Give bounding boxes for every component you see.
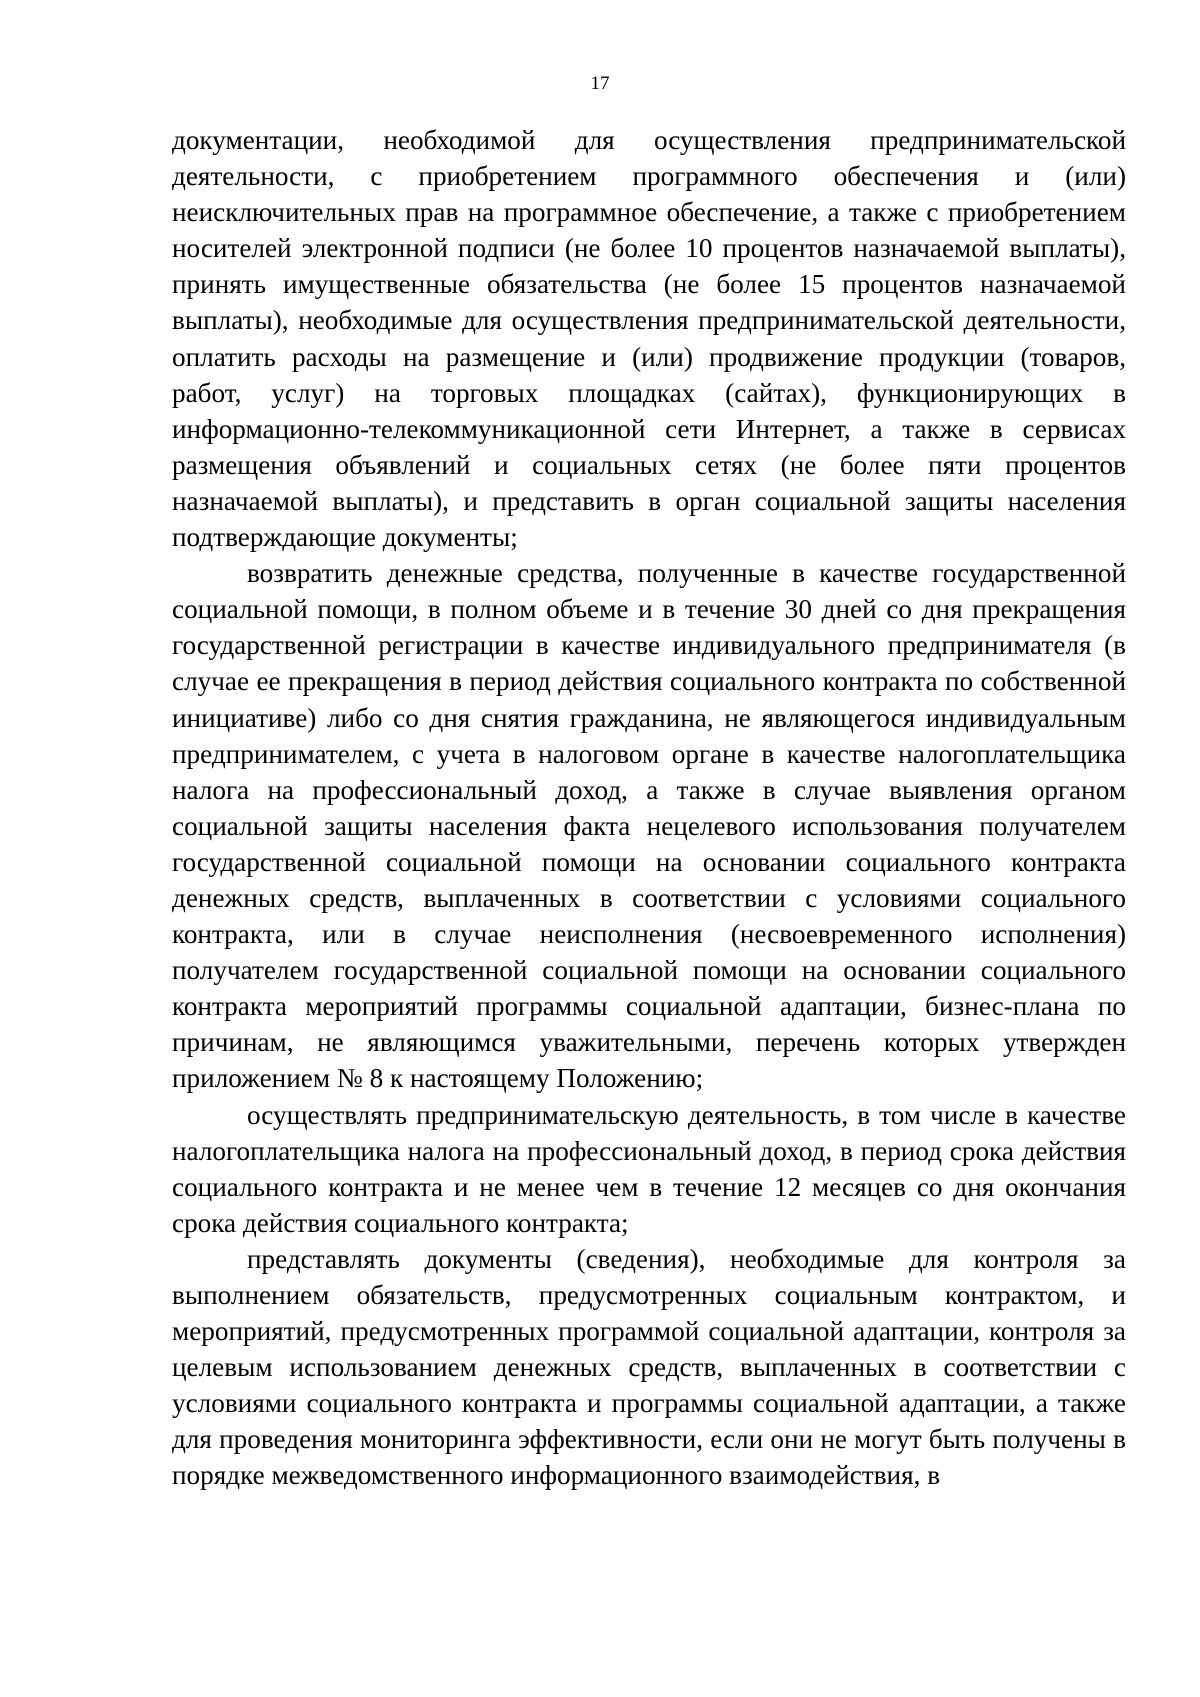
document-body (172, 122, 1126, 1494)
paragraph-4: представлять документы (сведения), необходимые для контроля за выполнением обязательств, предусмотренных социальным контрактом, и мероприятий, предусмотренных программой социальной адаптации, контроля за целевым использованием денежных средств, выплаченных в соответствии с условиями социального контракта и программы социальной адаптации, а также для проведения мониторинга эффективности, если они не могут быть получены в порядке межведомственного информационного взаимодействия, в (172, 1243, 1126, 1491)
paragraph-3: осуществлять предпринимательскую деятельность, в том числе в качестве налогоплательщика налога на профессиональный доход, в период срока действия социального контракта и не менее чем в течение 12 месяцев со дня окончания срока действия социального контракта; (172, 1099, 1126, 1238)
paragraph-1: документации, необходимой для осуществления предпринимательской деятельности, с приобретением программного обеспечения и (или) неисключительных прав на программное обеспечение, а также с приобретением носителей электронной подписи (не более 10 процентов назначаемой выплаты), принять имущественные обязательства (не более 15 процентов назначаемой выплаты), необходимые для осуществления предпринимательской деятельности, оплатить расходы на размещение и (или) продвижение продукции (товаров, работ, услуг) на торговых площадках (сайтах), функционирующих в информационно-телекоммуникационной сети Интернет, а также в сервисах размещения объявлений и социальных сетях (не более пяти процентов назначаемой выплаты), и представить в орган социальной защиты населения подтверждающие документы; (172, 125, 1126, 553)
paragraph-2: возвратить денежные средства, полученные в качестве государственной социальной помощи, в полном объеме и в течение 30 дней со дня прекращения государственной регистрации в качестве индивидуального предпринимателя (в случае ее прекращения в период действия социального контракта по собственной инициативе) либо со дня снятия гражданина, не являющегося индивидуальным предпринимателем, с учета в налоговом органе в качестве налогоплательщика налога на профессиональный доход, а также в случае выявления органом социальной защиты населения факта нецелевого использования получателем государственной социальной помощи на основании социального контракта денежных средств, выплаченных в соответствии с условиями социального контракта, или в случае неисполнения (несвоевременного исполнения) получателем государственной социальной помощи на основании социального контракта мероприятий программы социальной адаптации, бизнес-плана по причинам, не являющимся уважительными, перечень которых утвержден приложением № 8 к настоящему Положению; (172, 558, 1126, 1094)
page-number: 17 (590, 73, 610, 94)
